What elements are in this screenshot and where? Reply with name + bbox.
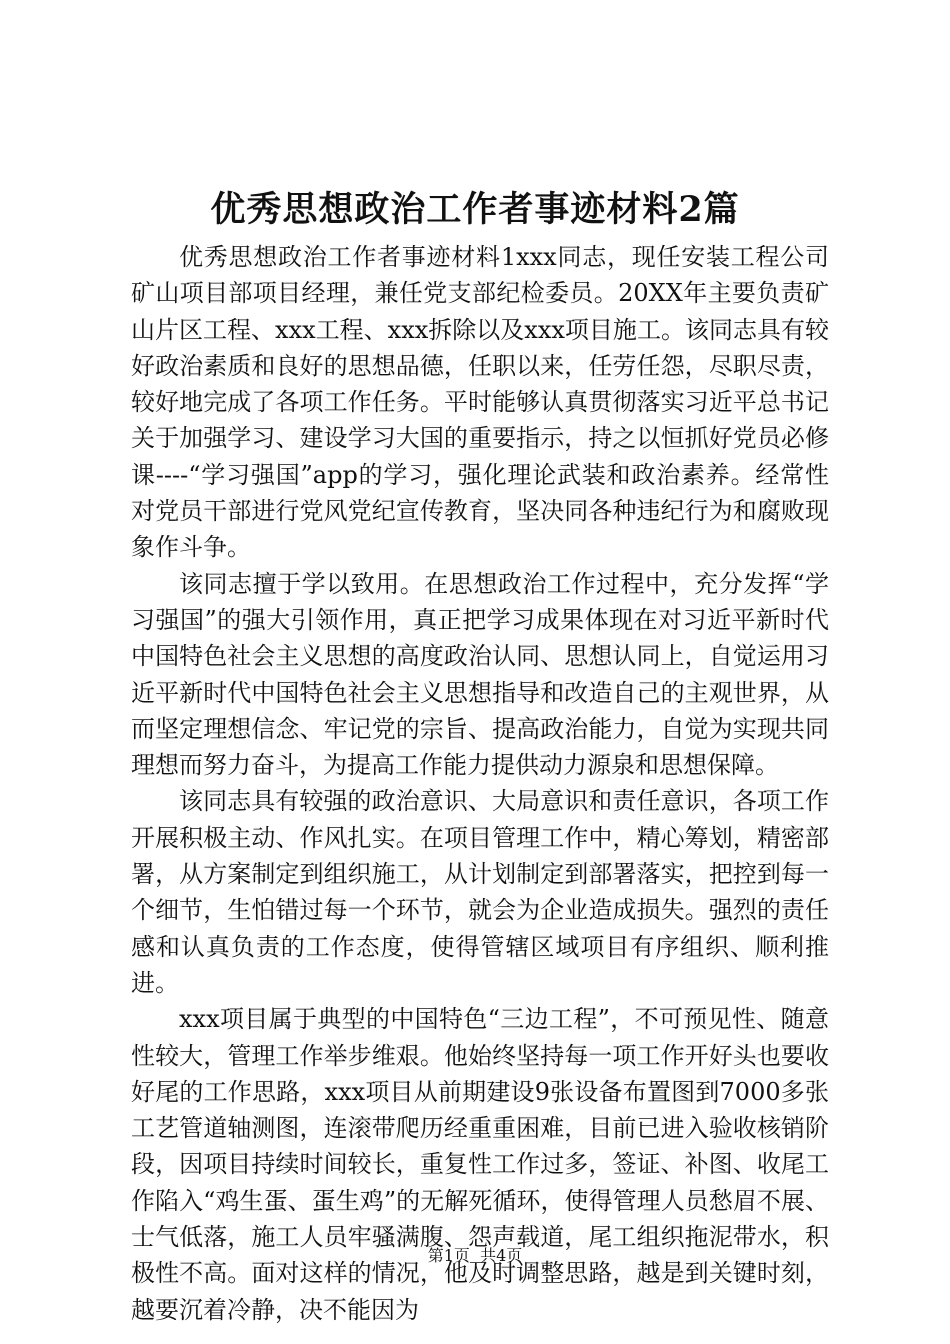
paragraph-1: 优秀思想政治工作者事迹材料1xxx同志，现任安装工程公司矿山项目部项目经理，兼任党支部纪检委员。20XX年主要负责矿山片区工程、xxx工程、xxx拆除以及xxx项目施工。该同志具有较好政治素质和良好的思想品德，任职以来，任劳任怨，尽职尽责，较好地完成了各项工作任务。平时能够认真贯彻落实习近平总书记关于加强学习、建设学习大国的重要指示，持之以恒抓好党员必修课----“学习强国”app的学习，强化理论武装和政治素养。经常性对党员干部进行党风党纪宣传教育，坚决同各种违纪行为和腐败现象作斗争。 — [131, 243, 829, 562]
paragraph-3: 该同志具有较强的政治意识、大局意识和责任意识，各项工作开展积极主动、作风扎实。在项目管理工作中，精心筹划，精密部署，从方案制定到组织施工，从计划制定到部署落实，把控到每一个细节，生怕错过每一个环节，就会为企业造成损失。强烈的责任感和认真负责的工作态度，使得管辖区域项目有序组织、顺利推进。 — [131, 787, 829, 997]
page-footer — [0, 1244, 950, 1268]
paragraph-2: 该同志擅于学以致用。在思想政治工作过程中，充分发挥“学习强国”的强大引领作用，真正把学习成果体现在对习近平新时代中国特色社会主义思想的高度政治认同、思想认同上，自觉运用习近平新时代中国特色社会主义思想指导和改造自己的主观世界，从而坚定理想信念、牢记党的宗旨、提高政治能力，自觉为实现共同理想而努力奋斗，为提高工作能力提供动力源泉和思想保障。 — [131, 569, 829, 780]
paragraph-4: xxx项目属于典型的中国特色“三边工程”，不可预见性、随意性较大，管理工作举步维艰。他始终坚持每一项工作开好头也要收好尾的工作思路，xxx项目从前期建设9张设备布置图到7000多张工艺管道轴测图，连滚带爬历经重重困难，目前已进入验收核销阶段，因项目持续时间较长，重复性工作过多，签证、补图、收尾工作陷入“鸡生蛋、蛋生鸡”的无解死循环，使得管理人员愁眉不展、士气低落，施工人员牢骚满腹、怨声载道，尾工组织拖泥带水，积极性不高。面对这样的情况，他及时调整思路，越是到关键时刻，越要沉着冷静，决不能因为 — [131, 1005, 829, 1324]
document-body — [131, 239, 829, 1328]
document-title: 优秀思想政治工作者事迹材料2篇 — [210, 189, 740, 230]
page-number: 第1页 共4页 — [427, 1246, 523, 1265]
